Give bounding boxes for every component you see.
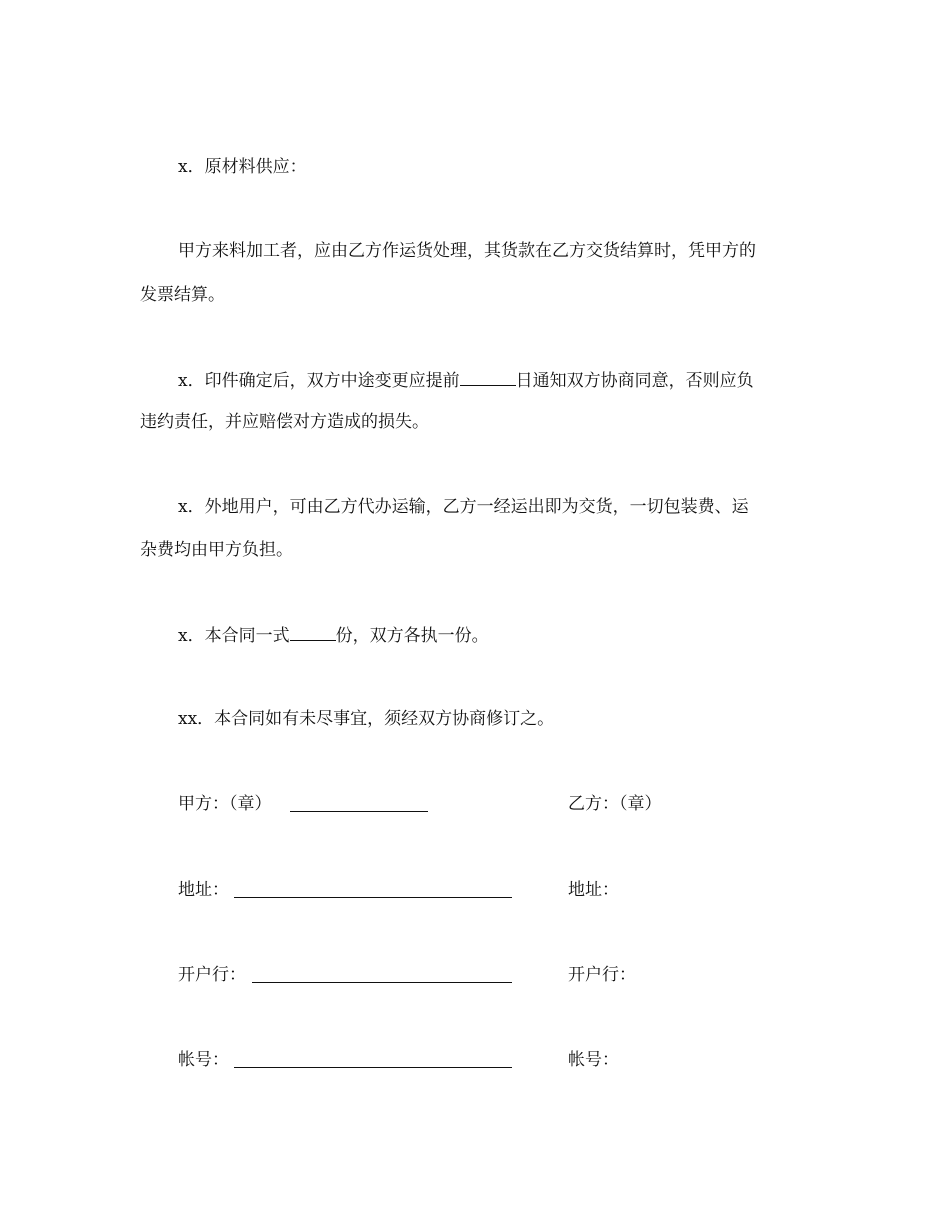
clause-change-line-1 (178, 367, 754, 391)
party-b-address-label: 地址： (568, 880, 619, 900)
clause-transport-line-1: x．外地用户，可由乙方代办运输，乙方一经运出即为交货，一切包装费、运 (178, 497, 749, 517)
clause-change-line-2: 违约责任，并应赔偿对方造成的损失。 (140, 412, 429, 432)
party-a-account-line (234, 1067, 512, 1068)
party-a-bank-label: 开户行： (178, 965, 246, 985)
clause-change-text-after-blank: 日通知双方协商同意，否则应负 (515, 371, 754, 391)
clause-transport-line-2: 杂费均由甲方负担。 (140, 540, 293, 560)
clause-copies (178, 622, 489, 646)
clause-material-heading: x．原材料供应： (178, 157, 307, 177)
clause-material-line-1: 甲方来料加工者，应由乙方作运货处理，其货款在乙方交货结算时，凭甲方的 (178, 241, 756, 261)
clause-change-text-before-blank: x．印件确定后，双方中途变更应提前 (178, 371, 460, 391)
clause-copies-text-after-blank: 份，双方各执一份。 (335, 626, 489, 646)
party-b-seal-label: 乙方：（章） (568, 794, 662, 814)
party-a-address-label: 地址： (178, 880, 229, 900)
party-a-seal-label: 甲方：（章） (178, 794, 272, 814)
party-a-account-label: 帐号： (178, 1050, 229, 1070)
party-a-address-line (234, 897, 512, 898)
party-a-bank-line (252, 982, 512, 983)
copies-count-blank (290, 622, 336, 641)
clause-copies-text-before-blank: x．本合同一式 (178, 626, 290, 646)
party-b-account-label: 帐号： (568, 1050, 619, 1070)
party-a-seal-signature-line (290, 811, 428, 812)
days-notice-blank (460, 367, 516, 386)
party-b-bank-label: 开户行： (568, 965, 636, 985)
clause-unresolved: xx．本合同如有未尽事宜，须经双方协商修订之。 (178, 709, 555, 729)
clause-material-line-2: 发票结算。 (140, 285, 225, 305)
